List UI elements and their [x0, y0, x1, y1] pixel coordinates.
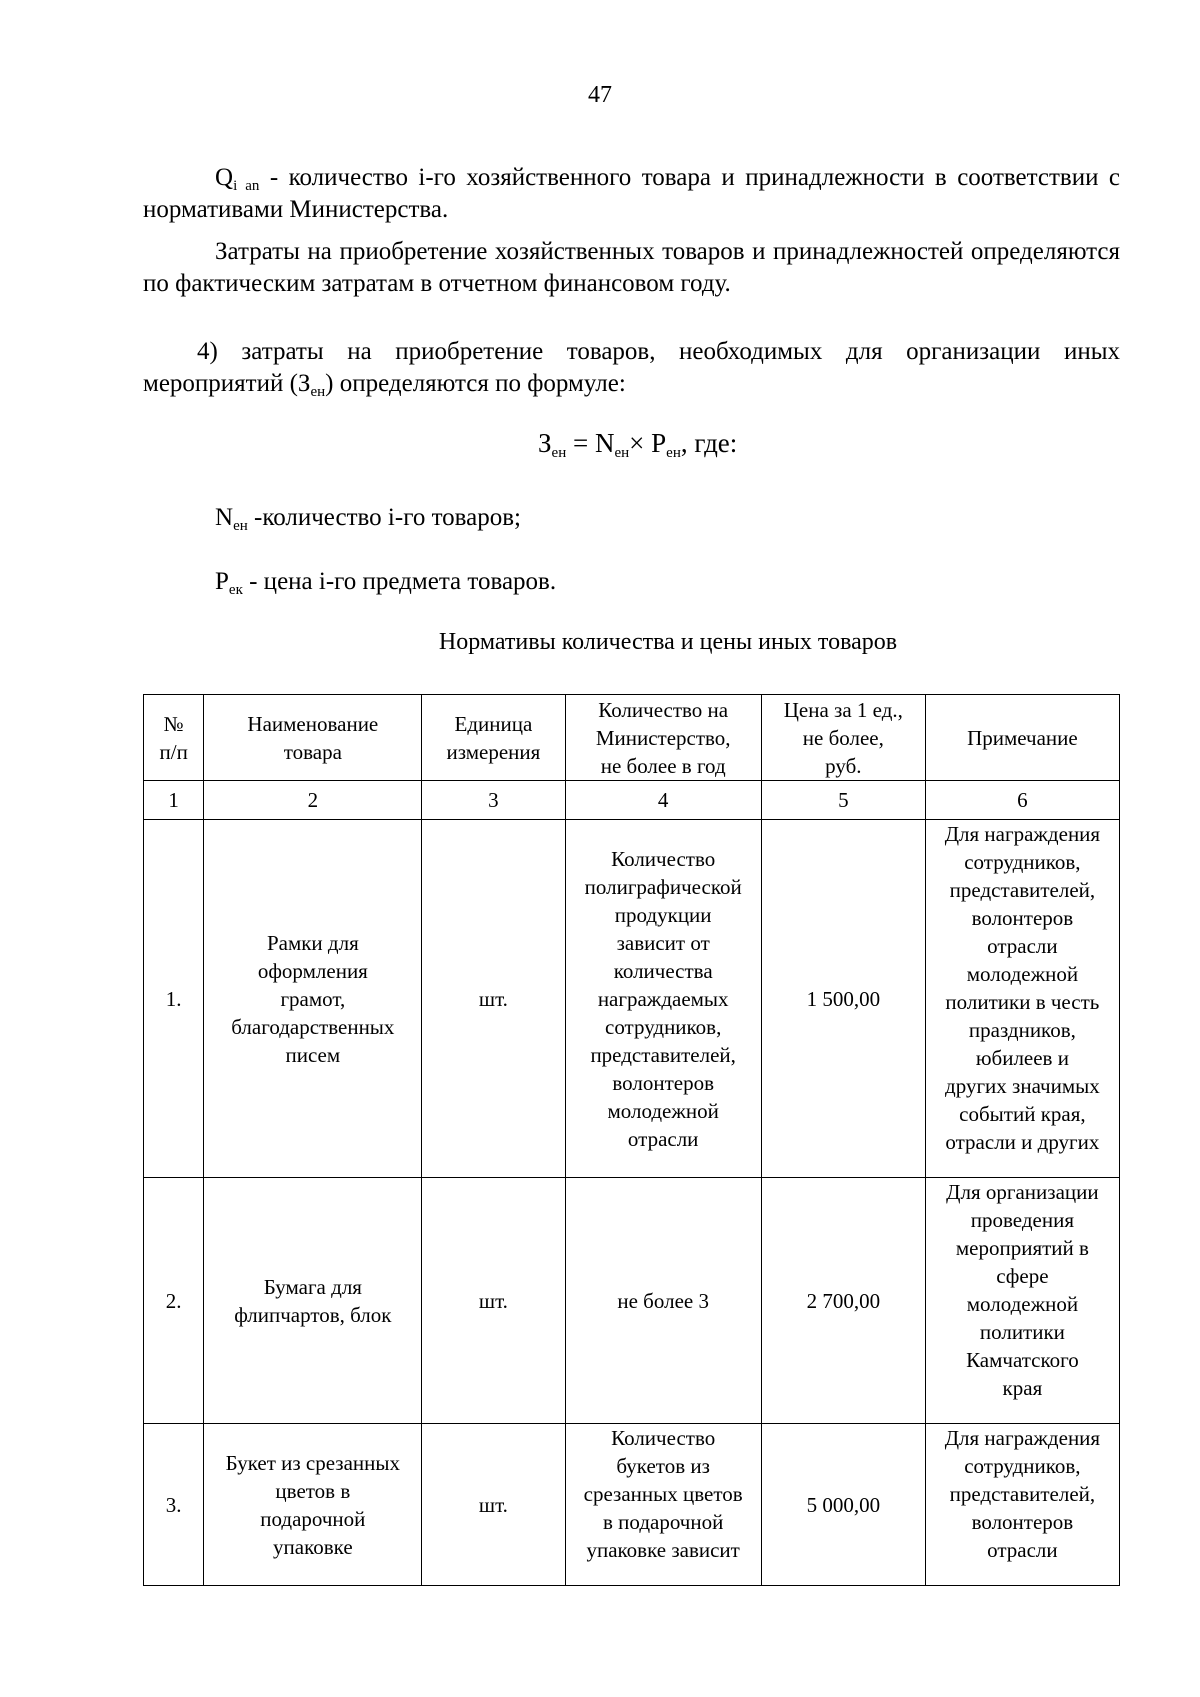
row-note-cell: Для награждения сотрудников, представителей, волонтеров отрасли	[925, 1424, 1119, 1586]
paragraph-q-definition	[143, 162, 1120, 226]
formula-p: P	[651, 428, 667, 458]
row-name-cell: Букет из срезанных цветов в подарочной упаковке	[204, 1424, 422, 1586]
definition-p	[215, 568, 556, 596]
formula-eq: =	[566, 428, 595, 458]
row-name-cell: Рамки для оформления грамот, благодарственных писем	[204, 820, 422, 1178]
row-quantity-cell: Количество полиграфической продукции зависит от количества награждаемых сотрудников, представителей, волонтеров молодежной отрасли	[565, 820, 761, 1178]
formula-times: ×	[629, 428, 652, 458]
def-p-symbol: P	[215, 568, 229, 595]
row-number-cell: 2.	[144, 1178, 204, 1424]
column-number-cell: 6	[925, 781, 1119, 820]
definition-n	[215, 504, 521, 532]
formula-z: З	[538, 428, 552, 458]
item-4-subscript: ен	[310, 384, 326, 400]
row-price-cell: 2 700,00	[761, 1178, 925, 1424]
column-number-cell: 5	[761, 781, 925, 820]
row-unit-cell: шт.	[422, 1424, 565, 1586]
row-price-cell: 1 500,00	[761, 820, 925, 1178]
def-n-text: -количество i-го товаров;	[247, 504, 521, 531]
table-header-row	[144, 695, 1120, 781]
def-n-symbol: N	[215, 504, 234, 531]
item-4-text: 4) затраты на приобретение товаров, необходимых для организации иных мероприятий (З	[143, 338, 1120, 397]
row-note-cell: Для организации проведения мероприятий в сфере молодежной политики Камчатского края	[925, 1178, 1119, 1424]
row-name-cell: Бумага для флипчартов, блок	[204, 1178, 422, 1424]
row-unit-cell: шт.	[422, 1178, 565, 1424]
header-unit: Единица измерения	[422, 695, 565, 781]
row-unit-cell: шт.	[422, 820, 565, 1178]
page-number: 47	[588, 82, 612, 108]
header-number: № п/п	[144, 695, 204, 781]
paragraph-item-4	[143, 336, 1120, 400]
q-definition-text: - количество i-го хозяйственного товара и принадлежности в соответствии с нормативами Министерства.	[143, 164, 1121, 223]
column-number-cell: 4	[565, 781, 761, 820]
norms-table	[143, 694, 1120, 1586]
q-symbol: Q	[215, 164, 234, 191]
formula-tail: , где:	[680, 428, 738, 458]
formula-z-sub: ен	[551, 445, 567, 461]
header-note: Примечание	[925, 695, 1119, 781]
row-number-cell: 1.	[144, 820, 204, 1178]
table-row	[144, 1178, 1120, 1424]
formula-p-sub: ен	[666, 445, 681, 461]
formula-n: N	[594, 428, 615, 458]
formula-n-sub: ен	[614, 445, 630, 461]
header-quantity: Количество на Министерство, не более в год	[565, 695, 761, 781]
def-p-sub: ек	[228, 582, 243, 598]
q-subscript: i an	[233, 178, 260, 194]
row-quantity-cell: не более 3	[565, 1178, 761, 1424]
column-number-cell: 2	[204, 781, 422, 820]
def-p-text: - цена i-го предмета товаров.	[242, 568, 557, 595]
row-number-cell: 3.	[144, 1424, 204, 1586]
formula	[538, 428, 737, 459]
item-4-text-after: ) определяются по формуле:	[325, 370, 626, 397]
table-column-numbers-row	[144, 781, 1120, 820]
column-number-cell: 3	[422, 781, 565, 820]
paragraph-expenses: Затраты на приобретение хозяйственных товаров и принадлежностей определяются по фактическим затратам в отчетном финансовом году.	[143, 238, 1120, 297]
table-row	[144, 1424, 1120, 1586]
row-price-cell: 5 000,00	[761, 1424, 925, 1586]
header-name: Наименование товара	[204, 695, 422, 781]
header-price: Цена за 1 ед., не более, руб.	[761, 695, 925, 781]
row-quantity-cell: Количество букетов из срезанных цветов в подарочной упаковке зависит	[565, 1424, 761, 1586]
row-note-cell: Для награждения сотрудников, представителей, волонтеров отрасли молодежной политики в честь праздников, юбилеев и других значимых событий края, отрасли и других	[925, 820, 1119, 1178]
column-number-cell: 1	[144, 781, 204, 820]
table-row	[144, 820, 1120, 1178]
def-n-sub: ен	[233, 518, 248, 534]
table-title: Нормативы количества и цены иных товаров	[438, 629, 898, 655]
